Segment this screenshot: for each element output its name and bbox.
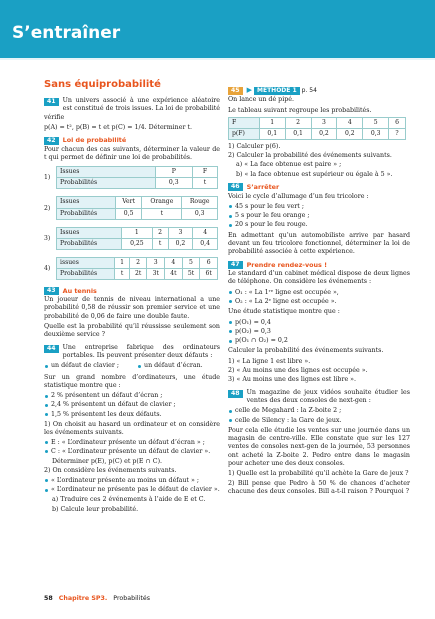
list-item: « L’ordinateur ne présente pas le défaut de clavier ».	[44, 486, 220, 494]
exercise-number: 48	[228, 390, 243, 398]
table-cell: Rouge	[182, 197, 218, 208]
question: 2) On considère les événements suivants.	[44, 467, 177, 475]
exercise-text: Un joueur de tennis de niveau international a une probabilité 0,58 de réussir son premier service et une probabilité de 0,06 de faire une double faute.	[44, 296, 220, 320]
table-cell: 4	[193, 227, 218, 238]
row-header: Probabilités	[57, 238, 122, 249]
table-cell: 0,4	[193, 238, 218, 249]
exercise-43	[44, 287, 220, 340]
left-column	[44, 70, 220, 515]
table-cell: 3	[147, 257, 165, 268]
table-label: 4)	[44, 264, 51, 272]
row-header: Issues	[57, 197, 116, 208]
probability-table	[56, 257, 218, 280]
page-number: 58	[44, 595, 53, 602]
question: 1) Calculer p(6).	[228, 142, 281, 150]
table-cell: 1	[115, 257, 129, 268]
row-header: Probabilités	[57, 268, 115, 279]
chapter-banner	[0, 0, 435, 58]
table-cell: Vert	[115, 197, 141, 208]
table-cell: 0,2	[311, 128, 337, 139]
table-cell: 1	[259, 117, 285, 128]
table-cell: 1	[122, 227, 152, 238]
row-header: Issues	[57, 167, 156, 178]
probability-table	[56, 227, 218, 250]
stats-list	[44, 392, 220, 419]
row-header: Probabilités	[57, 208, 116, 219]
cycle-list	[228, 203, 410, 230]
table-cell: 5t	[182, 268, 200, 279]
list-item: C : « L’ordinateur présente un défaut de clavier ».	[44, 448, 220, 456]
die-probability-table	[228, 117, 406, 140]
table-cell: 2	[285, 117, 311, 128]
page-footer	[44, 595, 150, 603]
probability-table	[56, 196, 218, 219]
sub-question: b) « la face obtenue est supérieur ou égale à 5 ».	[236, 170, 393, 178]
exercise-text: Pour cela elle étudie les ventes sur une journée dans un magasin de centre-ville. Elle constate que sur les 127 ventes de consoles next-gen de la journée, 53 personnes ont acheté la Z-boite 2. Pedro entre dans le magasin pour acheter une des deux consoles.	[228, 426, 410, 467]
list-item: p(O₁ ∩ O₂) = 0,2	[228, 337, 410, 345]
list-item: celle de Megahard : la Z-boite 2 ;	[228, 407, 410, 415]
exercise-number: 44	[44, 345, 59, 353]
events-list	[44, 477, 220, 495]
exercise-41	[44, 97, 220, 132]
table-cell: 5	[182, 257, 200, 268]
row-header: Probabilités	[57, 178, 156, 189]
section-title: Sans équiprobabilité	[44, 79, 161, 90]
exercise-44	[44, 344, 220, 514]
table-cell: 3	[311, 117, 337, 128]
table-block	[44, 164, 220, 192]
table-cell: 4	[337, 117, 363, 128]
methode-reference[interactable]	[247, 86, 317, 95]
table-label: 1)	[44, 174, 51, 182]
list-item: 1,5 % présentent les deux défauts.	[44, 411, 220, 419]
sub-question: b) Calcule leur probabilité.	[52, 505, 139, 513]
exercise-formula: p(A) = t², p(B) = t et p(C) = 1/4. Déterminer t.	[44, 124, 193, 132]
events-list	[228, 289, 410, 307]
row-header: issues	[57, 257, 115, 268]
chapter-label: Chapitre SP3.	[58, 595, 108, 602]
table-cell: t	[152, 238, 168, 249]
table-cell: t	[142, 208, 182, 219]
exercise-text: Calculer la probabilité des événements suivants.	[228, 347, 384, 355]
question: 2) Bill pense que Pedro à 50 % de chances d’acheter chacune des deux consoles. Bill a-t-il raison ? Pourquoi ?	[228, 479, 410, 495]
defects-list	[44, 362, 220, 371]
table-cell: 6	[389, 117, 406, 128]
table-block	[44, 194, 220, 222]
list-item: 2,4 % présentent un défaut de clavier ;	[44, 401, 220, 409]
question-text: Déterminer p(E), p(C) et p(E ∩ C).	[52, 458, 163, 466]
exercise-text: Voici le cycle d’allumage d’un feu tricolore :	[228, 192, 369, 200]
exercise-question: Quelle est la probabilité qu’il réussisse seulement son deuxième service ?	[44, 323, 220, 339]
table-cell: 2t	[129, 268, 147, 279]
list-item: celle de Silency : la Gare de jeux.	[228, 417, 410, 425]
table-label: 2)	[44, 204, 51, 212]
stats-list	[228, 319, 410, 346]
consoles-list	[228, 407, 410, 425]
probability-tables	[44, 164, 220, 282]
row-header: p(F)	[229, 128, 260, 139]
row-header: F	[229, 117, 260, 128]
list-item: E : « L’ordinateur présente un défaut d’écran » ;	[44, 439, 220, 447]
table-cell: t	[192, 178, 217, 189]
list-item: p(O₁) = 0,4	[228, 319, 410, 327]
exercise-title: Loi de probabilité	[62, 136, 127, 145]
list-item: un défaut d’écran.	[137, 362, 203, 370]
exercise-45	[228, 86, 410, 179]
table-block	[44, 225, 220, 253]
list-item: 5 s pour le feu orange ;	[228, 212, 410, 220]
list-item: 45 s pour le feu vert ;	[228, 203, 410, 211]
question: 2) « Au moins une des lignes est occupée ».	[228, 367, 368, 375]
methode-tag: MÉTHODE 1	[254, 87, 300, 95]
exercise-48	[228, 389, 410, 497]
list-item: 20 s pour le feu rouge.	[228, 221, 410, 229]
table-cell: 5	[363, 117, 389, 128]
table-label: 3)	[44, 234, 51, 242]
table-cell: t	[115, 268, 129, 279]
table-cell: P	[155, 167, 192, 178]
exercise-intro: Pour chacun des cas suivants, déterminer la valeur de t qui permet de définir une loi de probabilités.	[44, 145, 220, 162]
right-column	[228, 82, 410, 497]
exercise-text: Une entreprise fabrique des ordinateurs portables. Ils peuvent présenter deux défauts :	[62, 343, 220, 359]
table-block	[44, 255, 220, 283]
exercise-number: 47	[228, 261, 243, 269]
exercise-42	[44, 136, 220, 282]
sub-question: a) « La face obtenue est paire » ;	[236, 161, 342, 169]
table-cell: 0,3	[182, 208, 218, 219]
exercise-question: En admettant qu’un automobiliste arrive par hasard devant un feu tricolore fonctionnel, déterminer la loi de probabilité associée à cette expérience.	[228, 231, 410, 256]
exercise-title: S’arrêter	[246, 183, 280, 192]
methode-page: p. 54	[301, 86, 317, 94]
list-item: p(O₂) = 0,3	[228, 328, 410, 336]
exercise-number: 45	[228, 87, 243, 95]
exercise-text: Un magazine de jeux vidéos souhaite étudier les ventes des deux consoles de next-gen :	[246, 388, 410, 404]
table-cell: 2	[152, 227, 168, 238]
list-item: O₁ : « La 1ʳᵉ ligne est occupée »,	[228, 289, 410, 297]
question: 2) Calculer la probabilité des événements suivants.	[228, 152, 392, 160]
page-title: S’entraîner	[12, 23, 121, 43]
chapter-name: Probabilités	[113, 595, 151, 602]
table-cell: 0,1	[285, 128, 311, 139]
exercise-text: On lance un dé pipé.	[228, 96, 294, 104]
exercise-number: 41	[44, 98, 59, 106]
arrow-icon: ▶	[246, 86, 253, 94]
table-cell: 2	[129, 257, 147, 268]
exercise-text: Le tableau suivant regroupe les probabilités.	[228, 106, 372, 114]
probability-table	[56, 166, 218, 189]
table-cell: F	[192, 167, 217, 178]
table-cell: 0,2	[337, 128, 363, 139]
table-row	[229, 128, 406, 139]
list-item: un défaut de clavier ;	[44, 362, 119, 370]
table-cell: 4t	[165, 268, 183, 279]
list-item: 2 % présentent un défaut d’écran ;	[44, 392, 220, 400]
row-header: Issues	[57, 227, 122, 238]
exercise-text: Le standard d’un cabinet médical dispose de deux lignes de téléphone. On considère les événements :	[228, 270, 410, 286]
list-item: « L’ordinateur présente au moins un défaut » ;	[44, 477, 220, 485]
sub-question: a) Traduire ces 2 événements à l’aide de E et C.	[52, 496, 206, 504]
exercise-47	[228, 261, 410, 385]
exercise-46	[228, 183, 410, 257]
exercise-text: Une étude statistique montre que :	[228, 308, 340, 316]
table-cell: 4	[165, 257, 183, 268]
exercise-title: Au tennis	[62, 286, 97, 295]
table-cell: Orange	[142, 197, 182, 208]
table-cell: 3	[168, 227, 193, 238]
exercise-number: 46	[228, 183, 243, 191]
question: 3) « Au moins une des lignes est libre ».	[228, 376, 357, 384]
table-cell: 0,2	[168, 238, 193, 249]
list-item: O₂ : « La 2ᵉ ligne est occupée ».	[228, 298, 410, 306]
table-cell: 0,5	[115, 208, 141, 219]
exercise-title: Prendre rendez-vous !	[246, 260, 327, 269]
table-cell: 0,25	[122, 238, 152, 249]
exercise-text: Un univers associé à une expérience aléatoire est constitué de trois issues. La loi de probabilité vérifie	[44, 97, 220, 121]
table-cell: 6t	[200, 268, 218, 279]
exercise-number: 42	[44, 137, 59, 145]
question: 1) On choisit au hasard un ordinateur et on considère les événements suivants.	[44, 420, 220, 437]
table-cell: ?	[389, 128, 406, 139]
banner-divider	[0, 58, 435, 60]
table-cell: 0,3	[155, 178, 192, 189]
question: 1) « La ligne 1 est libre ».	[228, 357, 311, 365]
events-list	[44, 439, 220, 457]
exercise-number: 43	[44, 287, 59, 295]
table-cell: 0,3	[363, 128, 389, 139]
table-cell: 0,1	[259, 128, 285, 139]
table-cell: 3t	[147, 268, 165, 279]
question: 1) Quelle est la probabilité qu’il achète la Gare de jeux ?	[228, 470, 409, 478]
table-row	[229, 117, 406, 128]
exercise-text: Sur un grand nombre d’ordinateurs, une étude statistique montre que :	[44, 373, 220, 389]
table-cell: 6	[200, 257, 218, 268]
